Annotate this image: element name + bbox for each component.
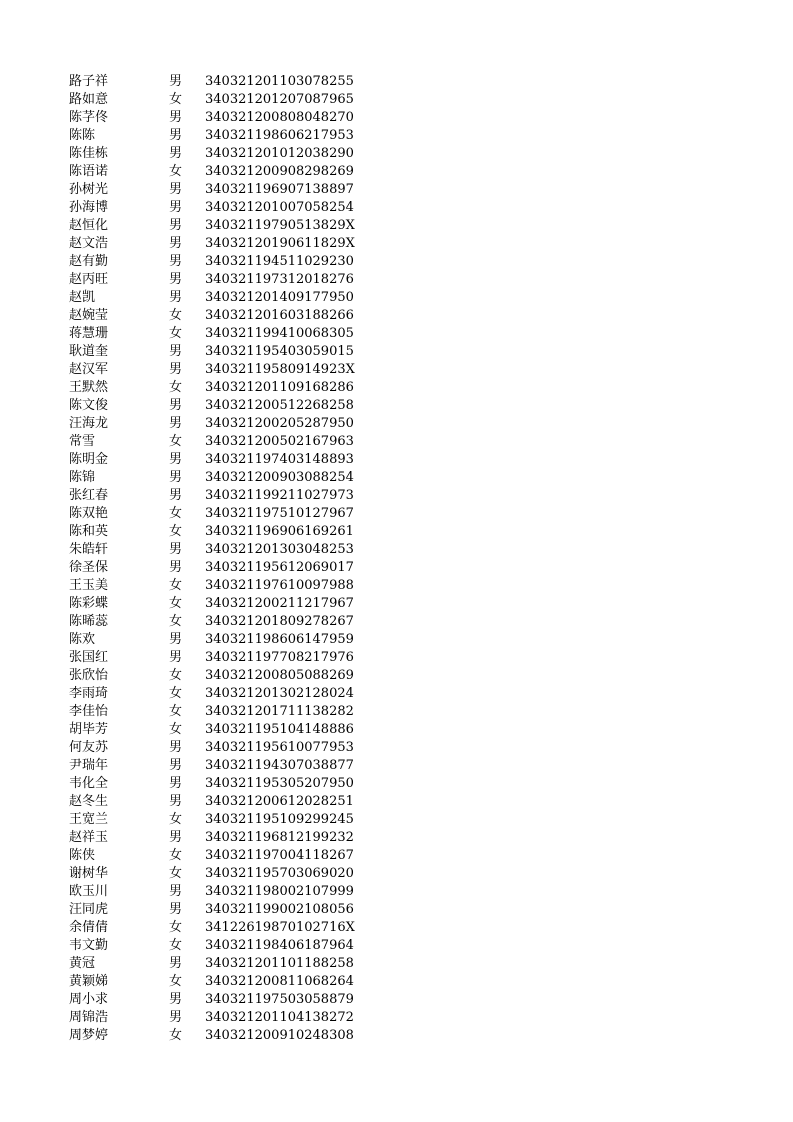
person-gender: 男	[169, 254, 183, 269]
person-name: 陈双艳	[69, 506, 109, 521]
person-name: 陈佳栋	[69, 146, 109, 161]
table-row	[0, 253, 793, 271]
table-row	[0, 667, 793, 685]
person-gender: 男	[169, 956, 183, 971]
person-id-number: 340321197503058879	[205, 992, 354, 1007]
table-row	[0, 595, 793, 613]
person-id-number: 34032120190611829X	[205, 236, 355, 251]
table-row	[0, 1009, 793, 1027]
table-row	[0, 991, 793, 1009]
table-row	[0, 703, 793, 721]
person-name: 张欣怡	[69, 668, 109, 683]
person-gender: 女	[169, 812, 183, 827]
person-name: 陈侠	[69, 848, 96, 863]
person-gender: 女	[169, 326, 183, 341]
person-id-number: 340321195109299245	[205, 812, 354, 827]
person-gender: 男	[169, 236, 183, 251]
person-gender: 男	[169, 884, 183, 899]
person-id-number: 340321196812199232	[205, 830, 354, 845]
person-gender: 女	[169, 164, 183, 179]
person-id-number: 340321201012038290	[205, 146, 354, 161]
table-row	[0, 901, 793, 919]
person-name: 余倩倩	[69, 920, 109, 935]
person-name: 周小求	[69, 992, 109, 1007]
person-id-number: 340321198406187964	[205, 938, 354, 953]
person-name: 李雨琦	[69, 686, 109, 701]
person-name: 韦文勤	[69, 938, 109, 953]
person-id-number: 34122619870102716X	[205, 920, 355, 935]
person-id-number: 340321201809278267	[205, 614, 354, 629]
table-row	[0, 955, 793, 973]
person-gender: 男	[169, 488, 183, 503]
person-id-number: 340321195703069020	[205, 866, 354, 881]
roster-table	[0, 73, 793, 1045]
person-id-number: 340321201104138272	[205, 1010, 354, 1025]
person-gender: 女	[169, 524, 183, 539]
person-name: 赵有勤	[69, 254, 109, 269]
person-id-number: 340321199211027973	[205, 488, 354, 503]
person-name: 陈芓佟	[69, 110, 109, 125]
person-name: 赵婉莹	[69, 308, 109, 323]
person-id-number: 340321200805088269	[205, 668, 354, 683]
person-id-number: 340321198002107999	[205, 884, 354, 899]
table-row	[0, 631, 793, 649]
person-gender: 男	[169, 830, 183, 845]
person-id-number: 340321201303048253	[205, 542, 354, 557]
table-row	[0, 235, 793, 253]
person-id-number: 340321195104148886	[205, 722, 354, 737]
person-id-number: 340321195403059015	[205, 344, 354, 359]
table-row	[0, 919, 793, 937]
person-id-number: 340321201711138282	[205, 704, 354, 719]
person-gender: 男	[169, 632, 183, 647]
table-row	[0, 325, 793, 343]
person-name: 韦化全	[69, 776, 109, 791]
person-name: 黄颖娣	[69, 974, 109, 989]
person-name: 陈语诺	[69, 164, 109, 179]
person-name: 胡毕芳	[69, 722, 109, 737]
person-gender: 男	[169, 362, 183, 377]
person-gender: 男	[169, 344, 183, 359]
table-row	[0, 685, 793, 703]
person-name: 常雪	[69, 434, 96, 449]
person-gender: 男	[169, 416, 183, 431]
person-id-number: 340321201101188258	[205, 956, 354, 971]
person-name: 耿道奎	[69, 344, 109, 359]
person-name: 王宽兰	[69, 812, 109, 827]
person-name: 陈欢	[69, 632, 96, 647]
person-name: 周梦婷	[69, 1028, 109, 1043]
person-name: 朱皓轩	[69, 542, 109, 557]
person-id-number: 340321197312018276	[205, 272, 354, 287]
table-row	[0, 937, 793, 955]
person-name: 王默然	[69, 380, 109, 395]
person-gender: 女	[169, 704, 183, 719]
person-gender: 男	[169, 740, 183, 755]
table-row	[0, 739, 793, 757]
person-gender: 女	[169, 668, 183, 683]
person-gender: 男	[169, 200, 183, 215]
person-name: 路如意	[69, 92, 109, 107]
person-gender: 男	[169, 74, 183, 89]
person-name: 张红春	[69, 488, 109, 503]
person-gender: 男	[169, 776, 183, 791]
person-gender: 女	[169, 920, 183, 935]
person-gender: 男	[169, 758, 183, 773]
person-id-number: 340321197610097988	[205, 578, 354, 593]
person-id-number: 340321199002108056	[205, 902, 354, 917]
table-row	[0, 649, 793, 667]
person-gender: 男	[169, 650, 183, 665]
person-gender: 女	[169, 434, 183, 449]
table-row	[0, 451, 793, 469]
person-gender: 男	[169, 542, 183, 557]
table-row	[0, 523, 793, 541]
table-row	[0, 379, 793, 397]
person-name: 陈晞蕊	[69, 614, 109, 629]
person-name: 陈文俊	[69, 398, 109, 413]
person-id-number: 340321200205287950	[205, 416, 354, 431]
person-id-number: 340321196907138897	[205, 182, 354, 197]
table-row	[0, 433, 793, 451]
table-row	[0, 793, 793, 811]
table-row	[0, 865, 793, 883]
person-gender: 女	[169, 578, 183, 593]
person-gender: 女	[169, 848, 183, 863]
person-name: 赵凯	[69, 290, 96, 305]
person-id-number: 340321194307038877	[205, 758, 354, 773]
person-name: 陈陈	[69, 128, 96, 143]
person-name: 陈彩蝶	[69, 596, 109, 611]
person-name: 汪海龙	[69, 416, 109, 431]
person-id-number: 340321197510127967	[205, 506, 354, 521]
person-name: 陈明金	[69, 452, 109, 467]
person-name: 孙海博	[69, 200, 109, 215]
table-row	[0, 883, 793, 901]
person-id-number: 340321200612028251	[205, 794, 354, 809]
table-row	[0, 343, 793, 361]
person-id-number: 340321200211217967	[205, 596, 354, 611]
table-row	[0, 199, 793, 217]
person-id-number: 340321197004118267	[205, 848, 354, 863]
table-row	[0, 829, 793, 847]
person-gender: 男	[169, 146, 183, 161]
person-gender: 女	[169, 614, 183, 629]
person-gender: 男	[169, 470, 183, 485]
person-gender: 男	[169, 560, 183, 575]
person-id-number: 340321197708217976	[205, 650, 354, 665]
person-name: 孙树光	[69, 182, 109, 197]
person-gender: 女	[169, 722, 183, 737]
person-gender: 女	[169, 938, 183, 953]
table-row	[0, 577, 793, 595]
table-row	[0, 505, 793, 523]
person-name: 路子祥	[69, 74, 109, 89]
person-id-number: 340321200808048270	[205, 110, 354, 125]
person-gender: 女	[169, 866, 183, 881]
person-id-number: 340321201409177950	[205, 290, 354, 305]
person-id-number: 340321201603188266	[205, 308, 354, 323]
table-row	[0, 973, 793, 991]
person-id-number: 340321200908298269	[205, 164, 354, 179]
person-gender: 男	[169, 902, 183, 917]
table-row	[0, 163, 793, 181]
person-id-number: 340321197403148893	[205, 452, 354, 467]
person-name: 汪同虎	[69, 902, 109, 917]
person-id-number: 340321200502167963	[205, 434, 354, 449]
person-id-number: 340321200903088254	[205, 470, 354, 485]
person-name: 赵丙旺	[69, 272, 109, 287]
person-name: 赵文浩	[69, 236, 109, 251]
person-gender: 男	[169, 1010, 183, 1025]
person-id-number: 340321200910248308	[205, 1028, 354, 1043]
person-name: 尹瑞年	[69, 758, 109, 773]
person-gender: 女	[169, 596, 183, 611]
table-row	[0, 469, 793, 487]
person-gender: 女	[169, 686, 183, 701]
person-id-number: 340321198606217953	[205, 128, 354, 143]
person-gender: 男	[169, 398, 183, 413]
table-row	[0, 127, 793, 145]
person-gender: 女	[169, 308, 183, 323]
person-name: 欧玉川	[69, 884, 109, 899]
table-row	[0, 613, 793, 631]
table-row	[0, 109, 793, 127]
person-gender: 男	[169, 452, 183, 467]
person-name: 张国红	[69, 650, 109, 665]
table-row	[0, 847, 793, 865]
table-row	[0, 271, 793, 289]
person-id-number: 340321200512268258	[205, 398, 354, 413]
person-id-number: 340321201007058254	[205, 200, 354, 215]
table-row	[0, 559, 793, 577]
person-id-number: 340321199410068305	[205, 326, 354, 341]
table-row	[0, 217, 793, 235]
person-id-number: 340321194511029230	[205, 254, 354, 269]
person-id-number: 340321200811068264	[205, 974, 354, 989]
table-row	[0, 721, 793, 739]
person-name: 徐圣保	[69, 560, 109, 575]
person-name: 赵汉军	[69, 362, 109, 377]
person-gender: 女	[169, 92, 183, 107]
table-row	[0, 181, 793, 199]
table-row	[0, 73, 793, 91]
person-gender: 男	[169, 110, 183, 125]
table-row	[0, 397, 793, 415]
person-id-number: 34032119580914923X	[205, 362, 355, 377]
person-gender: 女	[169, 974, 183, 989]
person-id-number: 340321195610077953	[205, 740, 354, 755]
person-gender: 男	[169, 992, 183, 1007]
person-gender: 女	[169, 506, 183, 521]
person-name: 赵恒化	[69, 218, 109, 233]
person-id-number: 340321201109168286	[205, 380, 354, 395]
table-row	[0, 91, 793, 109]
person-name: 王玉美	[69, 578, 109, 593]
table-row	[0, 361, 793, 379]
person-gender: 女	[169, 1028, 183, 1043]
person-name: 周锦浩	[69, 1010, 109, 1025]
person-id-number: 340321201302128024	[205, 686, 354, 701]
table-row	[0, 811, 793, 829]
person-id-number: 34032119790513829X	[205, 218, 355, 233]
person-gender: 男	[169, 128, 183, 143]
table-row	[0, 757, 793, 775]
person-name: 陈锦	[69, 470, 96, 485]
table-row	[0, 289, 793, 307]
person-gender: 男	[169, 272, 183, 287]
person-gender: 男	[169, 794, 183, 809]
person-name: 蒋慧珊	[69, 326, 109, 341]
person-name: 谢树华	[69, 866, 109, 881]
table-row	[0, 307, 793, 325]
table-row	[0, 1027, 793, 1045]
table-row	[0, 487, 793, 505]
table-row	[0, 541, 793, 559]
person-id-number: 340321195612069017	[205, 560, 354, 575]
person-id-number: 340321201103078255	[205, 74, 354, 89]
person-gender: 男	[169, 218, 183, 233]
person-gender: 女	[169, 380, 183, 395]
person-name: 黄冠	[69, 956, 96, 971]
person-id-number: 340321196906169261	[205, 524, 354, 539]
person-name: 陈和英	[69, 524, 109, 539]
person-gender: 男	[169, 182, 183, 197]
person-name: 李佳怡	[69, 704, 109, 719]
person-name: 赵冬生	[69, 794, 109, 809]
person-id-number: 340321198606147959	[205, 632, 354, 647]
person-id-number: 340321201207087965	[205, 92, 354, 107]
table-row	[0, 415, 793, 433]
person-id-number: 340321195305207950	[205, 776, 354, 791]
table-row	[0, 145, 793, 163]
table-row	[0, 775, 793, 793]
person-name: 赵祥玉	[69, 830, 109, 845]
person-name: 何友苏	[69, 740, 109, 755]
person-gender: 男	[169, 290, 183, 305]
